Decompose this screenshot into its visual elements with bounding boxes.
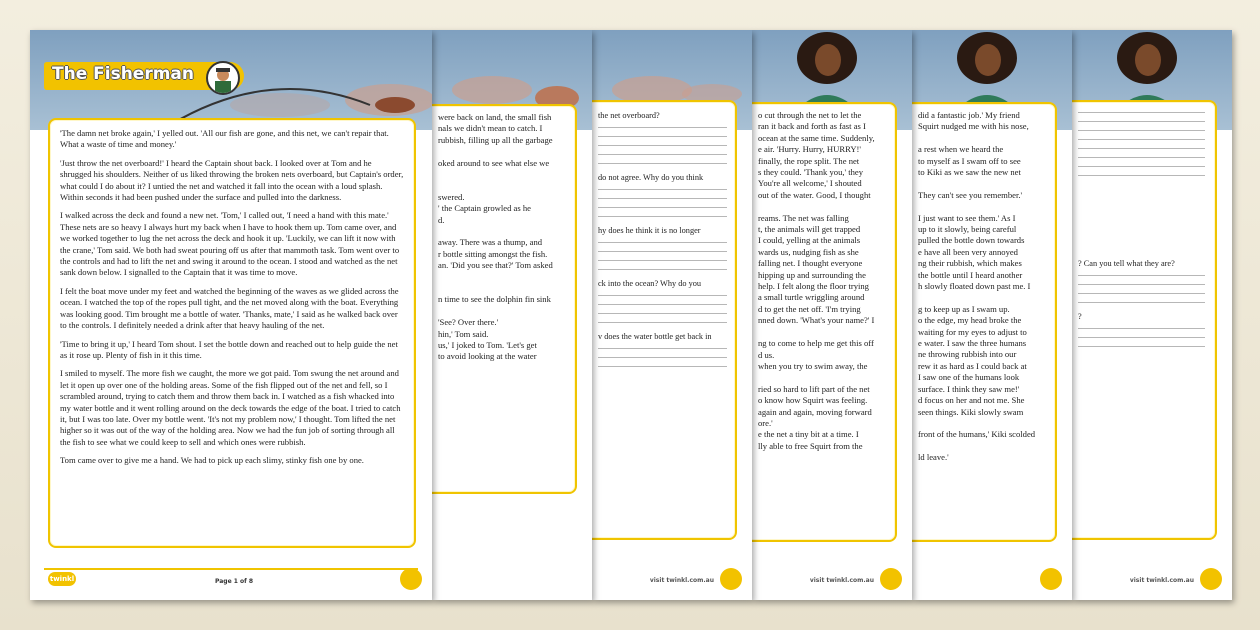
answer-line[interactable] <box>598 357 727 358</box>
story-line: I could, yelling at the animals <box>758 235 861 246</box>
story-line: You're all welcome,' I shouted <box>758 178 862 189</box>
story-paragraph: Tom came over to give me a hand. We had to pick up each slimy, stinky fish one by one. <box>60 455 364 466</box>
story-line: the bottle until I heard another <box>918 269 1023 280</box>
story-line <box>758 201 889 212</box>
story-paragraph: I walked across the deck and found a new net. 'Tom,' I called out, 'I need a hand with this mate.' These nets are so heavy I always hurt my back when I have to hook them up. Tom came over, and we worked together to lug the net across the deck and hook it up. 'Luckily, we can lift it now with the crane,' Tom said. We both had sweat pouring off us after that mammoth task. Tom went over to the controls and had to lift the net and swing it around to the ocean. I stood and watched as the net sank down below. I signalled to the Captain that it was time to move. <box>60 210 400 278</box>
story-line: seen things. Kiki slowly swam <box>918 406 1024 417</box>
answer-line[interactable] <box>1078 293 1205 294</box>
story-line: falling net. I thought everyone <box>758 258 863 269</box>
story-paragraph: 'The damn net broke again,' I yelled out. 'All our fish are gone, and this net, we can't repair that. What a waste of time and money.' <box>60 128 389 150</box>
footer-rule <box>44 568 418 570</box>
story-line: I just want to see them.' As I <box>918 212 1016 223</box>
story-line: rew it as hard as I could back at <box>918 360 1027 371</box>
answer-line[interactable] <box>1078 346 1205 347</box>
question-text: hy does he think it is no longer <box>598 226 701 235</box>
clouds <box>432 50 592 110</box>
answer-line[interactable] <box>598 322 727 323</box>
story-line: help. I felt along the floor trying <box>758 281 869 292</box>
question-text: do not agree. Why do you think <box>598 173 704 182</box>
story-line: to avoid looking at the water <box>438 351 537 362</box>
story-line <box>918 418 1049 429</box>
question-panel <box>1072 100 1217 540</box>
answer-line[interactable] <box>598 313 727 314</box>
story-line: swered. <box>438 191 465 202</box>
story-line: up to it slowly, being careful <box>918 224 1017 235</box>
story-line: d to get the net off. 'I'm trying <box>758 303 861 314</box>
story-line: ' the Captain growled as he <box>438 203 531 214</box>
story-line: pulled the bottle down towards <box>918 235 1025 246</box>
story-line <box>438 169 569 180</box>
story-line: front of the humans,' Kiki scolded <box>918 429 1036 440</box>
answer-line[interactable] <box>598 145 727 146</box>
story-line: wards us, nudging fish as she <box>758 246 859 257</box>
story-line: away. There was a thump, and <box>438 237 543 248</box>
story-line: us,' I joked to Tom. 'Let's get <box>438 340 537 351</box>
story-line <box>758 372 889 383</box>
worksheet-page-1 <box>30 30 432 600</box>
answer-line[interactable] <box>598 242 727 243</box>
story-line: nals we didn't mean to catch. I <box>438 123 543 134</box>
story-line: rubbish, filling up all the garbage <box>438 134 553 145</box>
story-line <box>758 327 889 338</box>
story-line: to Kiki as we saw the new net <box>918 167 1021 178</box>
story-line: e have all been very annoyed <box>918 246 1018 257</box>
story-line: hipping up and surrounding the <box>758 269 866 280</box>
question-panel <box>592 100 737 540</box>
answer-line[interactable] <box>1078 302 1205 303</box>
answer-line[interactable] <box>598 366 727 367</box>
story-line <box>438 146 569 157</box>
story-line: reams. The net was falling <box>758 212 849 223</box>
story-line: ocean at the same time. Suddenly, <box>758 132 875 143</box>
worksheet-page-4 <box>752 30 912 600</box>
story-line <box>438 306 569 317</box>
story-line: finally, the rope split. The net <box>758 155 860 166</box>
answer-line[interactable] <box>598 260 727 261</box>
answer-line[interactable] <box>1078 275 1205 276</box>
answer-line[interactable] <box>598 216 727 217</box>
story-line: o the edge, my head broke the <box>918 315 1022 326</box>
answer-line[interactable] <box>1078 130 1205 131</box>
answer-line[interactable] <box>1078 112 1205 113</box>
story-panel <box>752 102 897 542</box>
answer-line[interactable] <box>1078 148 1205 149</box>
story-line: nned down. 'What's your name?' I <box>758 315 875 326</box>
story-line: s they could. 'Thank you,' they <box>758 167 864 178</box>
story-panel <box>48 118 416 548</box>
story-line: waiting for my eyes to adjust to <box>918 326 1027 337</box>
answer-line[interactable] <box>598 295 727 296</box>
answer-line[interactable] <box>1078 166 1205 167</box>
twinkl-badge-icon <box>400 568 422 590</box>
story-line: a small turtle wriggling around <box>758 292 865 303</box>
story-line: a rest when we heard the <box>918 144 1004 155</box>
story-line: ne throwing rubbish into our <box>918 349 1017 360</box>
site-url: visit twinkl.com.au <box>809 577 874 584</box>
story-line: an. 'Did you see that?' Tom asked <box>438 260 553 271</box>
story-paragraph: 'Time to bring it up,' I heard Tom shout. I set the bottle down and reached out to help guide the net as it rose up. Plenty of fish in it this time. <box>60 338 398 360</box>
story-line <box>438 226 569 237</box>
story-line: I saw one of the humans look <box>918 372 1020 383</box>
story-line: d focus on her and not me. She <box>918 395 1025 406</box>
story-line <box>918 133 1049 144</box>
answer-line[interactable] <box>598 154 727 155</box>
story-text <box>758 110 889 452</box>
story-line: did a fantastic job.' My friend <box>918 110 1020 120</box>
question-text: ck into the ocean? Why do you <box>598 279 702 288</box>
twinkl-badge-icon <box>1040 568 1062 590</box>
story-line: ng their rubbish, which makes <box>918 258 1022 269</box>
story-line: ng to come to help me get this off <box>758 338 874 349</box>
twinkl-badge-icon <box>720 568 742 590</box>
story-line: o cut through the net to let the <box>758 110 862 120</box>
story-line: ried so hard to lift part of the net <box>758 383 870 394</box>
answer-line[interactable] <box>598 269 727 270</box>
story-line: Squirt nudged me with his nose, <box>918 121 1029 132</box>
answer-line[interactable] <box>1078 175 1205 176</box>
question-text: ? Can you tell what they are? <box>1078 259 1175 268</box>
story-line: e water. I saw the three humans <box>918 338 1027 349</box>
story-line: They can't see you remember.' <box>918 189 1023 200</box>
story-line: to myself as I swam off to see <box>918 155 1021 166</box>
answer-line[interactable] <box>1078 328 1205 329</box>
answer-line[interactable] <box>598 348 727 349</box>
story-paragraph: I smiled to myself. The more fish we caught, the more we got paid. Tom swung the net around and let it open up over one of the holding areas. Some of the fish flipped out of the net and fell, so I scrambled around, trying to catch them and throw them back in. I watched as a fish whacked into my water bottle and it went rolling around on the deck towards the edge of the boat. I tried to catch it, but I was too late. Over my bottle went. 'It's not my problem now,' I thought. Tom lifted the net higher so it was out of the way of the holding area. Now we had the fun job of sorting through all the fish to see what we could keep to sell and which ones were rubbish. <box>60 368 401 447</box>
answer-line[interactable] <box>1078 139 1205 140</box>
story-panel <box>432 104 577 494</box>
page-number: Page 1 of 8 <box>215 578 253 585</box>
twinkl-badge-icon <box>880 568 902 590</box>
story-line: lly able to free Squirt from the <box>758 440 863 451</box>
worksheet-page-6 <box>1072 30 1232 600</box>
story-line: were back on land, the small fish <box>438 112 552 122</box>
twinkl-logo: twinkl <box>48 572 76 586</box>
question-text: ? <box>1078 312 1082 321</box>
story-line: d us. <box>758 349 775 360</box>
story-line: out of the water. Good, I thought <box>758 189 871 200</box>
answer-line[interactable] <box>1078 157 1205 158</box>
question-text: v does the water bottle get back in <box>598 332 712 341</box>
story-line: t, the animals will get trapped <box>758 224 861 235</box>
story-line: surface. I think they saw me!' <box>918 383 1020 394</box>
worksheet-page-2 <box>432 30 592 600</box>
answer-line[interactable] <box>598 136 727 137</box>
story-line: 'See? Over there.' <box>438 317 499 328</box>
site-url: visit twinkl.com.au <box>649 577 714 584</box>
story-paragraph: 'Just throw the net overboard!' I heard the Captain shout back. I looked over at Tom and he shrugged his shoulders. Neither of us liked throwing the broken nets overboard, but Captain's order, what could I do about it? I untied the net and watched it fall into the ocean with a loud splash. Within seconds it had been pushed under the surface and pulled into the darkness. <box>60 157 404 203</box>
story-line: o know how Squirt was feeling. <box>758 395 868 406</box>
page-title: The Fisherman <box>52 64 195 84</box>
story-line <box>438 180 569 191</box>
story-line <box>438 272 569 283</box>
story-line: d. <box>438 214 445 225</box>
answer-line[interactable] <box>1078 337 1205 338</box>
story-line: g to keep up as I swam up. <box>918 303 1010 314</box>
answer-line[interactable] <box>598 207 727 208</box>
story-line <box>438 283 569 294</box>
answer-line[interactable] <box>598 127 727 128</box>
site-url: visit twinkl.com.au <box>1129 577 1194 584</box>
story-line: e the net a tiny bit at a time. I <box>758 429 859 440</box>
story-line: again and again, moving forward <box>758 406 872 417</box>
answer-line[interactable] <box>598 198 727 199</box>
story-line: n time to see the dolphin fin sink <box>438 294 551 305</box>
story-line: r bottle sitting amongst the fish. <box>438 248 548 259</box>
story-paragraph: I felt the boat move under my feet and watched the beginning of the waves as we glided across the ocean. I watched the top of the ropes pull tight, and the net moved along with the boat. Everything was looking good. Tim brought me a bottle of water. 'Thanks, mate,' I said as he walked back over to the controls. I definitely needed a drink after that heavy hauling of the net. <box>60 285 399 331</box>
story-text <box>438 112 569 363</box>
question-text: the net overboard? <box>598 111 660 120</box>
story-line: e air. 'Hurry. Hurry, HURRY!' <box>758 144 861 155</box>
worksheet-page-5 <box>912 30 1072 600</box>
answer-line[interactable] <box>598 189 727 190</box>
story-line <box>918 201 1049 212</box>
worksheet-page-3 <box>592 30 752 600</box>
answer-line[interactable] <box>1078 121 1205 122</box>
story-line: ore.' <box>758 417 773 428</box>
story-panel <box>912 102 1057 542</box>
story-line <box>918 441 1049 452</box>
twinkl-badge-icon <box>1200 568 1222 590</box>
story-line: ran it back and forth as fast as I <box>758 121 866 132</box>
story-line: oked around to see what else we <box>438 157 550 168</box>
story-line: ld leave.' <box>918 452 949 463</box>
answer-line[interactable] <box>1078 284 1205 285</box>
answer-line[interactable] <box>598 163 727 164</box>
story-line <box>918 292 1049 303</box>
answer-line[interactable] <box>598 304 727 305</box>
story-text <box>918 110 1049 464</box>
story-line: hin,' Tom said. <box>438 328 489 339</box>
story-line: h slowly floated down past me. I <box>918 281 1031 292</box>
story-line: when you try to swim away, the <box>758 360 868 371</box>
answer-line[interactable] <box>598 251 727 252</box>
story-line <box>918 178 1049 189</box>
fisherman-avatar <box>206 61 240 95</box>
